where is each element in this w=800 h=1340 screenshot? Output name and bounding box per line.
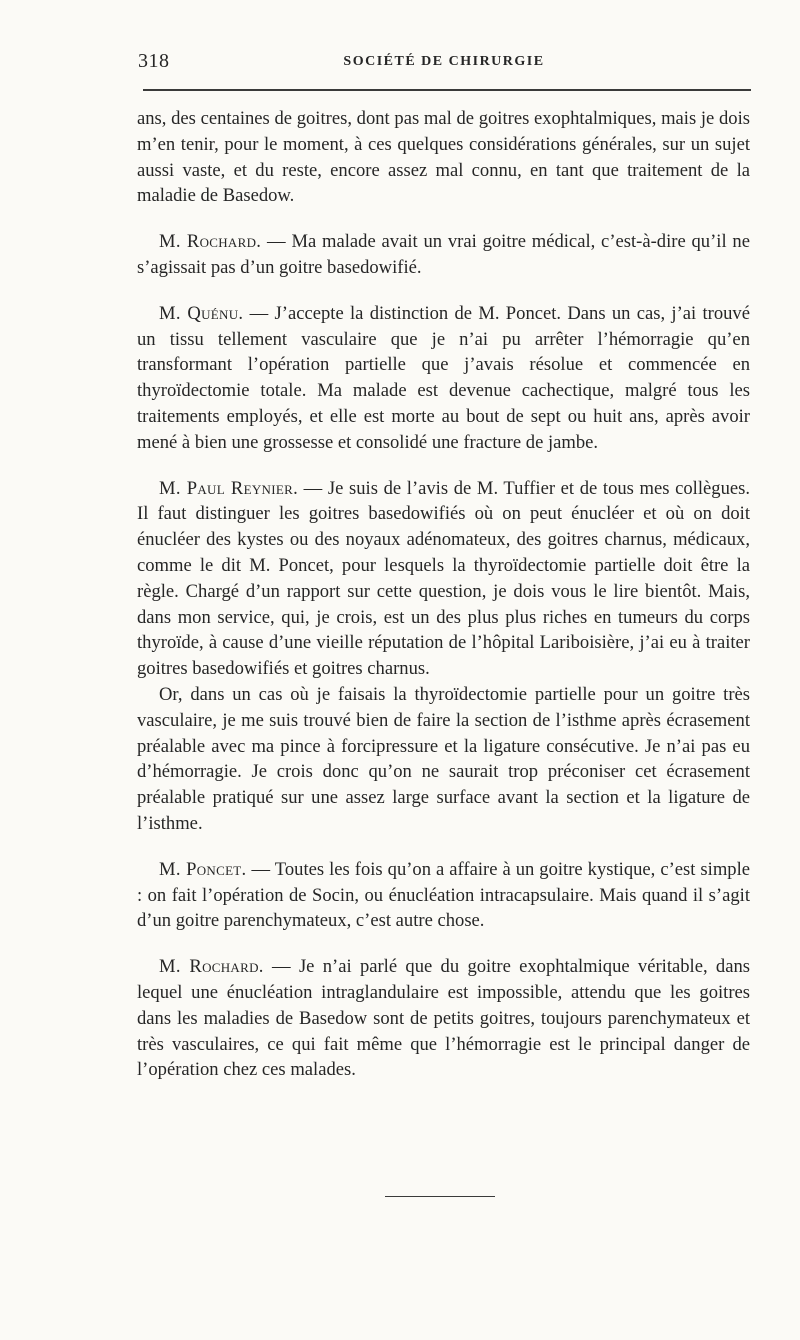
header-rule — [143, 89, 751, 91]
paragraph-text: — Je n’ai parlé que du goitre exophtalmique véritable, dans lequel une énucléation intraglandulaire est impossible, attendu que les goitres dans les maladies de Basedow sont de petits goitres, toujours parenchymateux et très vasculaires, ce qui fait même que l’hémorragie est le principal danger de l’opération chez ces malades. — [137, 956, 750, 1081]
paragraph-text: — Toutes les fois qu’on a affaire à un goitre kystique, c’est simple : on fait l’opération de Socin, ou énucléation intracapsulaire. Mais quand il s’agit d’un goitre parenchymateux, c’est autre chose. — [137, 858, 751, 932]
paragraph-continuation — [137, 106, 750, 209]
paragraph-rochard — [137, 229, 750, 281]
paragraph-poncet — [137, 857, 750, 934]
paragraph-text: — J’accepte la distinction de M. Poncet. Dans un cas, j’ai trouvé un tissu tellement vasculaire que je n’ai pu arrêter l’hémorragie qu’en transformant l’opération partielle que j’avais résolue et commencée en thyroïdectomie totale. Ma malade est devenue cachectique, malgré tous les traitements employés, et elle est morte au bout de sept ou huit ans, après avoir mené à bien une grossesse et consolidé une fracture de jambe. — [137, 302, 750, 453]
paragraph-text: — Je suis de l’avis de M. Tuffier et de tous mes collègues. Il faut distinguer les goitres basedowifiés où on peut énucléer et où on doit énucléer des kystes ou des noyaux adénomateux, des goitres charnus, médicaux, comme le dit M. Poncet, pour lesquels la thyroïdectomie partielle doit être la règle. Chargé d’un rapport sur cette question, je dois vous le lire bientôt. Mais, dans mon service, qui, je crois, est un des plus plus riches en tumeurs du corps thyroïde, à cause d’une vieille réputation de l’hôpital Lariboisière, j’ai eu à traiter goitres basedowifiés et goitres charnus. — [137, 477, 751, 680]
paragraph-rochard-reply — [137, 954, 750, 1083]
page-number: 318 — [138, 50, 170, 72]
running-title: SOCIÉTÉ DE CHIRURGIE — [343, 54, 545, 69]
paragraph-text: ans, des centaines de goitres, dont pas mal de goitres exophtalmiques, mais je dois m’en tenir, pour le moment, à ces quelques considérations générales, sur un sujet aussi vaste, et du reste, encore assez mal connu, en tant que traitement de la maladie de Basedow. — [137, 108, 750, 207]
page-header — [138, 50, 750, 80]
paragraph-text: — Ma malade avait un vrai goitre médical, c’est-à-dire qu’il ne s’agissait pas d’un goitre basedowifié. — [137, 231, 750, 278]
speaker-name: M. Quénu. — [159, 302, 244, 324]
paragraph-reynier — [137, 476, 750, 682]
speaker-name: M. Rochard. — [159, 956, 264, 978]
end-rule — [385, 1196, 495, 1197]
paragraph-reynier-continued — [137, 682, 750, 837]
paragraph-text: Or, dans un cas où je faisais la thyroïdectomie partielle pour un goitre très vasculaire, je me suis trouvé bien de faire la section de l’isthme après écrasement préalable avec ma pince à forcipressure et la ligature consécutive. Je n’ai pas eu d’hémorragie. Je crois donc qu’on ne saurait trop préconiser cet écrasement préalable pratiqué sur une assez large surface avant la section et la ligature de l’isthme. — [137, 683, 750, 834]
body-text — [137, 106, 750, 1083]
speaker-name: M. Paul Reynier. — [159, 477, 299, 499]
speaker-name: M. Poncet. — [159, 858, 247, 880]
speaker-name: M. Rochard. — [159, 231, 262, 253]
paragraph-quenu — [137, 301, 750, 456]
